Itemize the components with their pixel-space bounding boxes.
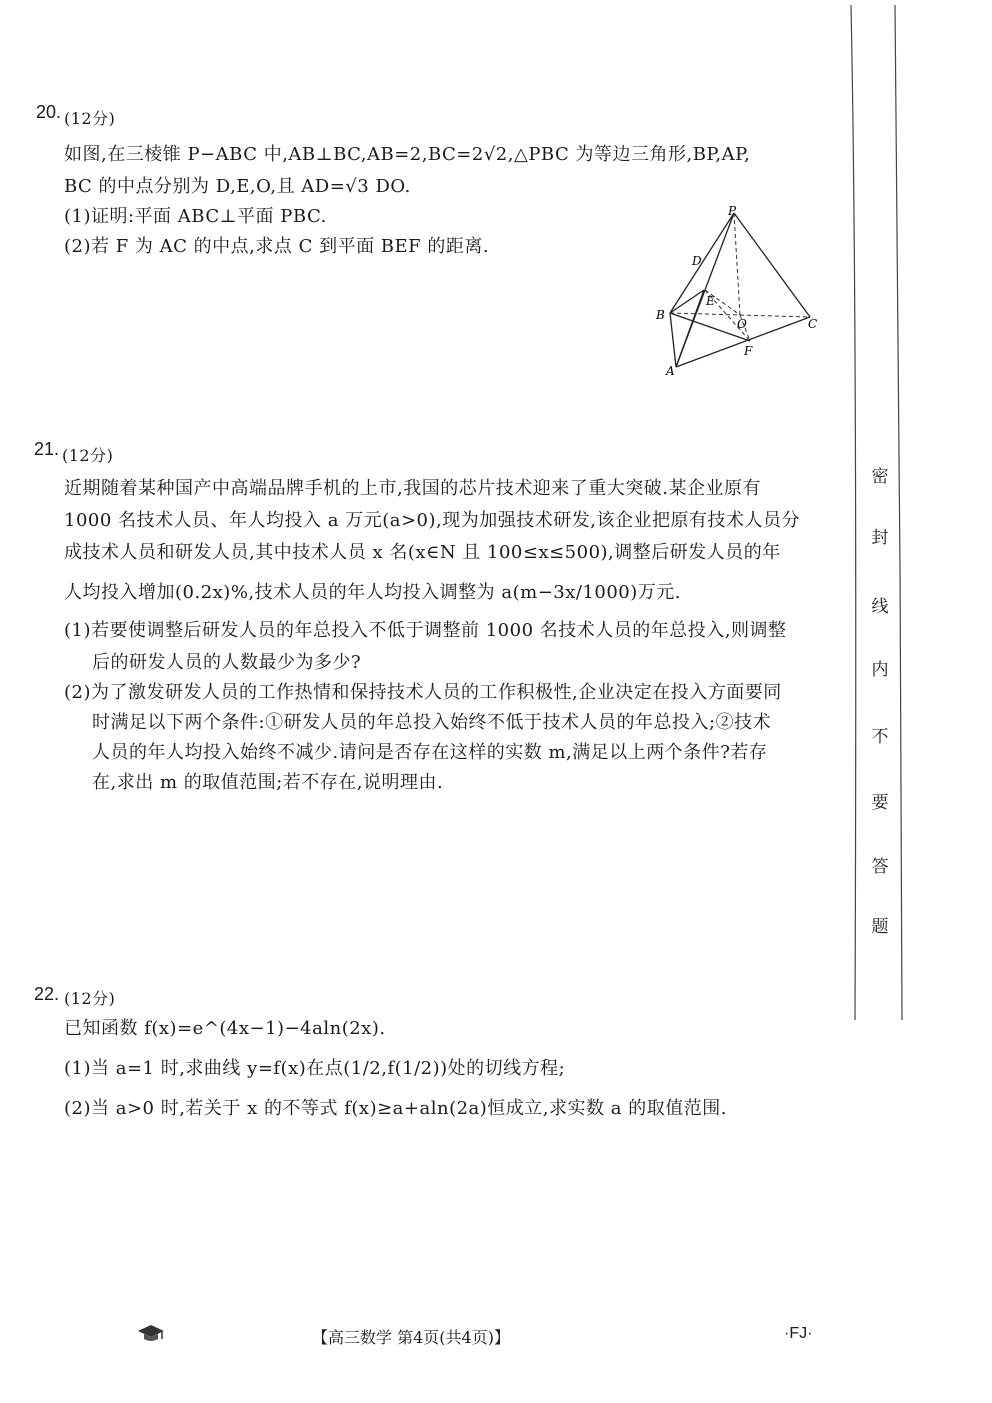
question-text-line: 人均投入增加(0.2x)%,技术人员的年人均投入调整为 a(m−3x/1000)万元. [64,582,681,603]
seal-char: 要 [871,793,889,813]
question-text-line: (2)当 a>0 时,若关于 x 的不等式 f(x)≥a+aln(2a)恒成立,求实数 a 的取值范围. [64,1098,727,1119]
question-text-line: (2)为了激发研发人员的工作热情和保持技术人员的工作积极性,企业决定在投入方面要同 [64,682,782,703]
question-score: (12分) [62,446,114,465]
question-text-line: 后的研发人员的人数最少为多少? [92,652,362,673]
question-text-line: 时满足以下两个条件:①研发人员的年总投入始终不低于技术人员的年总投入;②技术 [92,712,772,733]
label-O: O [737,317,747,331]
question-number: 21. [34,439,60,459]
label-B: B [656,308,665,322]
question-text-line: (2)若 F 为 AC 的中点,求点 C 到平面 BEF 的距离. [64,236,490,257]
page-footer: 【高三数学 第4页(共4页)】 [312,1328,510,1347]
question-number: 20. [36,102,62,122]
seal-char: 封 [871,528,889,548]
seal-char: 线 [871,597,889,617]
seal-char: 答 [871,857,889,877]
question-text-line: 成技术人员和研发人员,其中技术人员 x 名(x∈N 且 100≤x≤500),调整后研发人员的年 [64,542,781,563]
seal-char: 题 [871,917,889,937]
graduation-cap-icon [136,1323,166,1343]
question-text-line: (1)证明:平面 ABC⊥平面 PBC. [64,206,327,227]
question-text-line: 近期随着某种国产中高端品牌手机的上市,我国的芯片技术迎来了重大突破.某企业原有 [64,478,761,499]
seal-char: 密 [871,467,889,487]
seal-char: 不 [871,727,889,747]
seal-char: 内 [871,660,889,680]
question-score: (12分) [64,989,116,1008]
label-E: E [706,294,715,308]
question-text-line: 1000 名技术人员、年人均投入 a 万元(a>0),现为加强技术研发,该企业把原有技术人员分 [64,510,800,531]
label-D: D [692,254,702,268]
question-text-line: BC 的中点分别为 D,E,O,且 AD=√3 DO. [64,176,411,197]
question-text-line: (1)当 a=1 时,求曲线 y=f(x)在点(1/2,f(1/2))处的切线方程; [64,1058,566,1079]
question-number: 22. [34,984,60,1004]
label-F: F [744,344,753,358]
label-A: A [666,364,675,378]
question-text-line: 人员的年人均投入始终不减少.请问是否存在这样的实数 m,满足以上两个条件?若存 [92,742,768,763]
label-C: C [808,317,818,331]
question-text-line: 已知函数 f(x)=e^(4x−1)−4aln(2x). [64,1018,386,1039]
page-code: ·FJ· [784,1325,813,1342]
label-P: P [728,204,737,218]
question-score: (12分) [64,109,116,128]
question-text-line: 在,求出 m 的取值范围;若不存在,说明理由. [92,772,444,793]
pyramid-figure [640,195,840,380]
question-text-line: 如图,在三棱锥 P−ABC 中,AB⊥BC,AB=2,BC=2√2,△PBC 为等边三角形,BP,AP, [64,144,751,165]
question-text-line: (1)若要使调整后研发人员的年总投入不低于调整前 1000 名技术人员的年总投入,则调整 [64,620,787,641]
